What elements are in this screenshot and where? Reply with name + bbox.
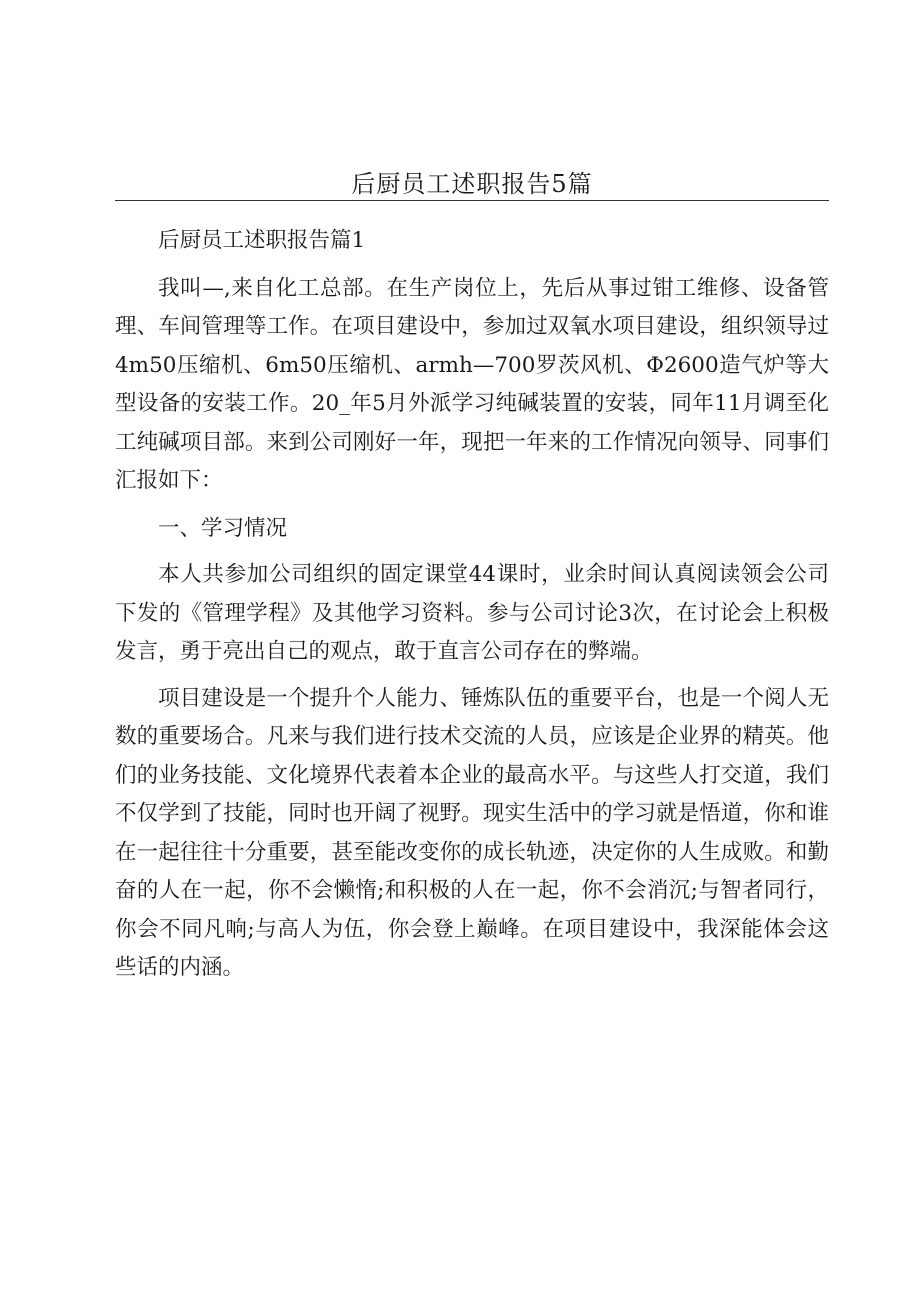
document-body [115, 222, 829, 988]
study-paragraph-2: 项目建设是一个提升个人能力、锤炼队伍的重要平台，也是一个阅人无数的重要场合。凡来与我们进行技术交流的人员，应该是企业界的精英。他们的业务技能、文化境界代表着本企业的最高水平。与这些人打交道，我们不仅学到了技能，同时也开阔了视野。现实生活中的学习就是悟道，你和谁在一起往往十分重要，甚至能改变你的成长轨迹，决定你的人生成败。和勤奋的人在一起，你不会懒惰;和积极的人在一起，你不会消沉;与智者同行，你会不同凡响;与高人为伍，你会登上巅峰。在项目建设中，我深能体会这些话的内涵。 [115, 685, 829, 980]
title-underline [115, 200, 829, 201]
study-paragraph-1: 本人共参加公司组织的固定课堂44课时，业余时间认真阅读领会公司下发的《管理学程》及其他学习资料。参与公司讨论3次，在讨论会上积极发言，勇于亮出自己的观点，敢于直言公司存在的弊端。 [115, 562, 829, 664]
report-subheading: 后厨员工述职报告篇1 [158, 228, 366, 253]
section-heading-study: 一、学习情况 [158, 515, 288, 541]
intro-paragraph: 我叫—,来自化工总部。在生产岗位上，先后从事过钳工维修、设备管理、车间管理等工作。在项目建设中，参加过双氧水项目建设，组织领导过4m50压缩机、6m50压缩机、armh—700罗茨风机、Φ2600造气炉等大型设备的安装工作。20_年5月外派学习纯碱装置的安装，同年11月调至化工纯碱项目部。来到公司刚好一年，现把一年来的工作情况向领导、同事们汇报如下： [115, 275, 829, 493]
document-title: 后厨员工述职报告5篇 [351, 170, 593, 198]
